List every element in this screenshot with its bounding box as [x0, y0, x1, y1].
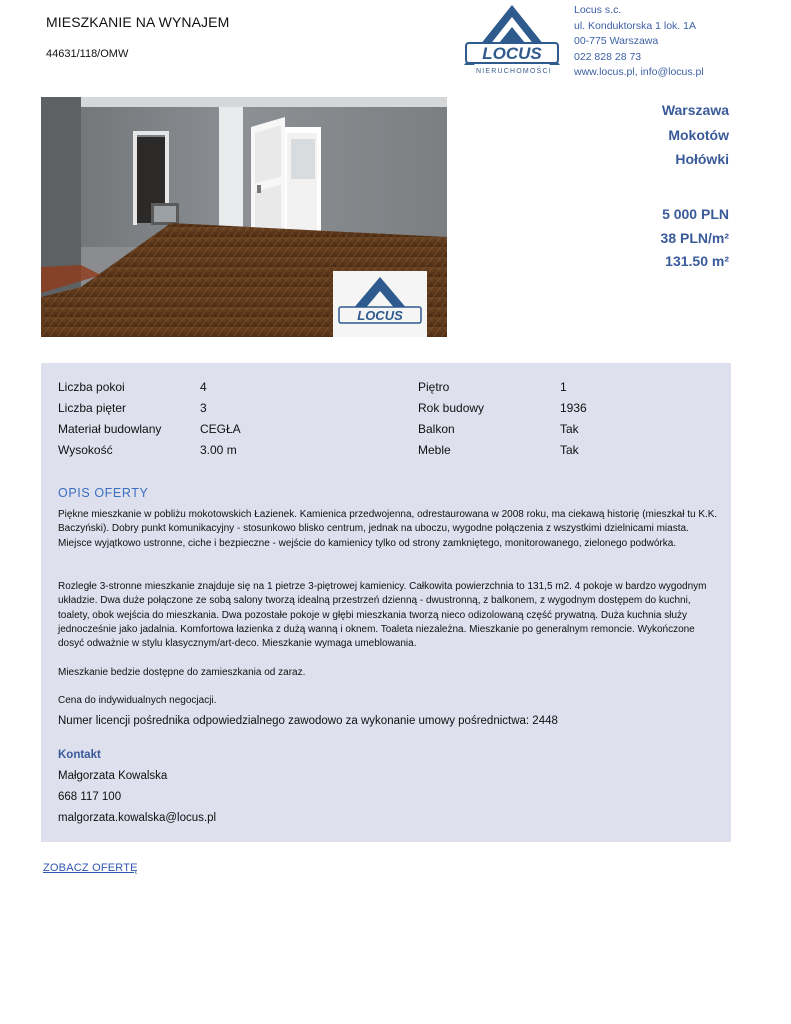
- spec-value-furniture: Tak: [560, 443, 579, 457]
- spec-value-rooms: 4: [200, 380, 207, 394]
- spec-label-height: Wysokość: [58, 443, 113, 457]
- location-block: [662, 98, 729, 172]
- listing-title: MIESZKANIE NA WYNAJEM: [46, 14, 230, 30]
- photo-logo-text: LOCUS: [357, 308, 403, 323]
- spec-label-floors: Liczba pięter: [58, 401, 127, 415]
- spec-label-material: Materiał budowlany: [58, 422, 162, 436]
- price-total: 5 000 PLN: [662, 206, 729, 222]
- spec-value-floors: 3: [200, 401, 207, 415]
- listing-reference: 44631/118/OMW: [46, 48, 129, 60]
- contact-name: Małgorzata Kowalska: [58, 770, 168, 782]
- agency-info: [574, 3, 704, 81]
- spec-label-furniture: Meble: [418, 443, 451, 457]
- view-offer-link[interactable]: ZOBACZ OFERTĘ: [43, 862, 138, 874]
- logo-caption: NIERUCHOMOŚCI: [476, 68, 552, 75]
- spec-label-balcony: Balkon: [418, 422, 455, 436]
- agency-web[interactable]: www.locus.pl, info@locus.pl: [574, 66, 704, 78]
- surface-area: 131.50 m²: [665, 253, 729, 269]
- location-area: Hołówki: [675, 151, 729, 167]
- description-paragraph-2: Rozległe 3-stronne mieszkanie znajduje się na 1 pietrze 3-piętrowej kamienicy. Całkowita powierzchnia to 131,5 m2. 4 pokoje w bardzo wygodnym układzie. Dwa duże połączone ze sobą salony tworzą idealną przestrzeń dzienną - dwustronną, z balkonem, z wygodnym dostępem do kuchni, toalety, obok wejścia do mieszkania. Dwa pozostałe pokoje w głębi mieszkania tworzą nieco odizolowaną część prywatną. Duża kuchnia służy jednocześnie jako jadalnia. Komfortowa łazienka z dużą wanną i oknem. Toaleta niezależna. Mieszkanie po generalnym remoncie. Wykończone dosyć odważnie w stylu klasycznym/art-deco. Mieszkanie wymaga umeblowania.: [58, 581, 707, 650]
- agency-street: ul. Konduktorska 1 lok. 1A: [574, 19, 696, 32]
- spec-value-floor: 1: [560, 380, 567, 394]
- location-city: Warszawa: [661, 102, 729, 118]
- spec-value-material: CEGŁA: [200, 422, 241, 436]
- description-paragraph-4: Cena do indywidualnych negocjacji.: [58, 695, 217, 706]
- spec-value-height: 3.00 m: [200, 443, 237, 457]
- price-block: [661, 203, 729, 274]
- spec-label-rooms: Liczba pokoi: [58, 380, 125, 394]
- license-number: Numer licencji pośrednika odpowiedzialnego zawodowo za wykonanie umowy pośrednictwa: 2448: [58, 715, 558, 727]
- agency-city: 00-775 Warszawa: [574, 35, 659, 47]
- location-district: Mokotów: [668, 126, 729, 143]
- contact-email[interactable]: malgorzata.kowalska@locus.pl: [58, 812, 217, 824]
- spec-value-year: 1936: [560, 401, 587, 415]
- agency-name: Locus s.c.: [574, 4, 622, 16]
- contact-heading: Kontakt: [58, 749, 101, 761]
- agency-phone: 022 828 28 73: [574, 50, 642, 63]
- spec-label-year: Rok budowy: [418, 401, 485, 415]
- description-paragraph-3: Mieszkanie bedzie dostępne do zamieszkania od zaraz.: [58, 667, 306, 678]
- description-paragraph-1: Piękne mieszkanie w pobliżu mokotowskich Łazienek. Kamienica przedwojenna, odrestaurowana w 2008 roku, ma ciekawą historię (mieszkał tu K.K. Baczyński). Dobry punkt komunikacyjny - stosunkowo blisko centrum, jednak na uboczu, wygodne połączenia z wszystkimi dzielnicami miasta. Miejsce wyjątkowo ustronne, ciche i bezpieczne - wejście do kamienicy tylko od strony zamkniętego, monitorowanego, zielonego podwórka.: [58, 509, 718, 549]
- apartment-photo: [41, 97, 447, 337]
- contact-phone[interactable]: 668 117 100: [58, 791, 122, 803]
- price-per-m2: 38 PLN/m²: [660, 229, 729, 246]
- logo-text: LOCUS: [482, 44, 542, 63]
- spec-value-balcony: Tak: [560, 422, 579, 436]
- description-heading: OPIS OFERTY: [58, 486, 149, 500]
- spec-label-floor: Piętro: [418, 380, 450, 394]
